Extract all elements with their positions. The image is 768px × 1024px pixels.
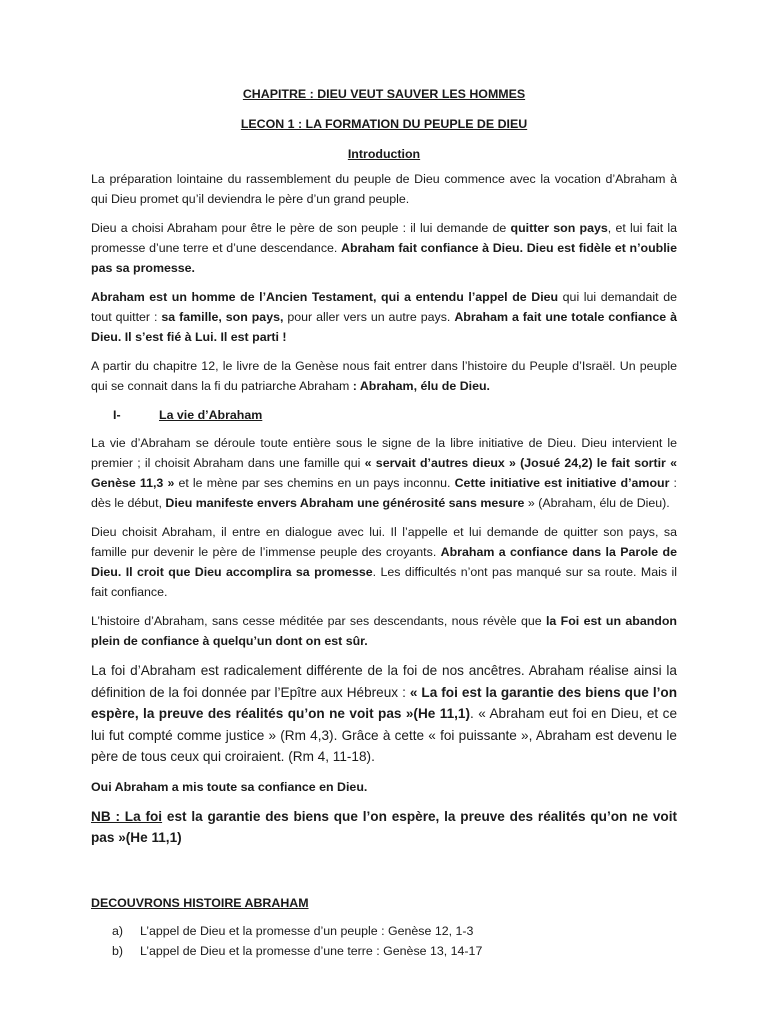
text: . « Abraham eut foi en Dieu, et ce lui fut compté comme justice » (Rm 4,3). Grâce à cette « foi puissante », Abraham est devenu le père de tous ceux qui croiraient. (Rm 4, 11-18). <box>91 706 677 764</box>
list-item-text: L’appel de Dieu et la promesse d’une terre : Genèse 13, 14-17 <box>140 943 483 958</box>
discover-heading: DECOUVRONS HISTOIRE ABRAHAM <box>91 895 309 910</box>
text: et le mène par ses chemins en un pays inconnu. <box>174 476 455 490</box>
paragraph-life <box>91 433 677 513</box>
nb-note <box>91 806 677 849</box>
list-item <box>91 941 677 961</box>
emphasis: quitter son pays <box>510 221 608 235</box>
document-page <box>91 84 677 961</box>
text: » (Abraham, élu de Dieu). <box>524 496 670 510</box>
paragraph-history <box>91 611 677 651</box>
emphasis: Abraham fait confiance à Dieu. Dieu est fidèle et n’oublie pas sa promesse. <box>91 241 677 275</box>
text: , et lui fait la promesse d’une terre et d’une descendance. <box>91 221 678 255</box>
text: Dieu a choisi Abraham pour être le père de son peuple : il lui demande de <box>91 221 511 235</box>
emphasis: Abraham a confiance dans la Parole de Dieu. Il croit que Dieu accomplira sa promesse <box>91 545 677 579</box>
list-item <box>91 921 677 941</box>
introduction-heading: Introduction <box>347 147 421 161</box>
list-marker: b) <box>112 943 124 958</box>
list-marker: a) <box>112 923 124 938</box>
section-title: La vie d’Abraham <box>159 408 263 422</box>
lesson-title: LECON 1 : LA FORMATION DU PEUPLE DE DIEU <box>240 117 528 131</box>
paragraph-intro: La préparation lointaine du rassemblement du peuple de Dieu commence avec la vocation d’Abraham à qui Dieu promet qu’il deviendra le père d’un grand peuple. <box>91 172 677 206</box>
emphasis: « La foi est la garantie des biens que l’on espère, la preuve des réalités qu’on ne voit pas »(He 11,1) <box>91 684 677 721</box>
emphasis: Abraham est un homme de l’Ancien Testament, qui a entendu l’appel de Dieu <box>91 290 559 304</box>
text: La foi d’Abraham est radicalement différente de la foi de nos ancêtres. Abraham réalise ainsi la définition de la foi donnée par l’Epître aux Hébreux : <box>91 663 677 700</box>
emphasis: sa famille, son pays, <box>161 310 284 324</box>
chapter-title: CHAPITRE : DIEU VEUT SAUVER LES HOMMES <box>242 87 526 101</box>
text: qui lui demandait de tout quitter : <box>91 290 677 324</box>
nb-text: est la garantie des biens que l’on espère, la preuve des réalités qu’on ne voit pas »(He 11,1) <box>91 808 677 845</box>
paragraph-faith <box>91 660 677 768</box>
section-number: I- <box>113 408 121 422</box>
paragraph-conclusion <box>91 777 677 797</box>
emphasis: Dieu manifeste envers Abraham une générosité sans mesure <box>165 496 525 510</box>
emphasis: la Foi est un abandon plein de confiance à quelqu’un dont on est sûr. <box>91 614 677 648</box>
text: L’histoire d’Abraham, sans cesse méditée par ses descendants, nous révèle que <box>91 614 546 628</box>
paragraph-dialogue <box>91 522 677 602</box>
emphasis: : Abraham, élu de Dieu. <box>352 379 490 393</box>
section-heading <box>91 405 677 425</box>
emphasis: Cette initiative est initiative d’amour <box>454 476 670 490</box>
text: A partir du chapitre 12, le livre de la Genèse nous fait entrer dans l’histoire du Peuple d’Israël. Un peuple qui se connait dans la fi du patriarche Abraham <box>91 359 677 393</box>
text: Dieu choisit Abraham, il entre en dialogue avec lui. Il l’appelle et lui demande de quitter son pays, sa famille pur devenir le père de l’immense peuple des croyants. <box>91 525 677 559</box>
paragraph-choice <box>91 218 677 278</box>
emphasis: « servait d’autres dieux » (Josué 24,2) le fait sortir « Genèse 11,3 » <box>91 456 677 490</box>
emphasis: Oui Abraham a mis toute sa confiance en Dieu. <box>91 779 368 794</box>
text: pour aller vers un autre pays. <box>283 310 455 324</box>
text: . Les difficultés n’ont pas manqué sur sa route. Mais il fait confiance. <box>91 565 678 599</box>
list-item-text: L’appel de Dieu et la promesse d’un peuple : Genèse 12, 1-3 <box>140 923 474 938</box>
text: : dès le début, <box>91 476 677 510</box>
paragraph-genesis <box>91 356 677 396</box>
text: La vie d’Abraham se déroule toute entière sous le signe de la libre initiative de Dieu. Dieu intervient le premier ; il choisit Abraham dans une famille qui <box>91 436 677 470</box>
emphasis: Abraham a fait une totale confiance à Dieu. Il s’est fié à Lui. Il est parti ! <box>91 310 677 344</box>
nb-label: NB : La foi <box>91 808 163 824</box>
paragraph-call <box>91 287 677 347</box>
